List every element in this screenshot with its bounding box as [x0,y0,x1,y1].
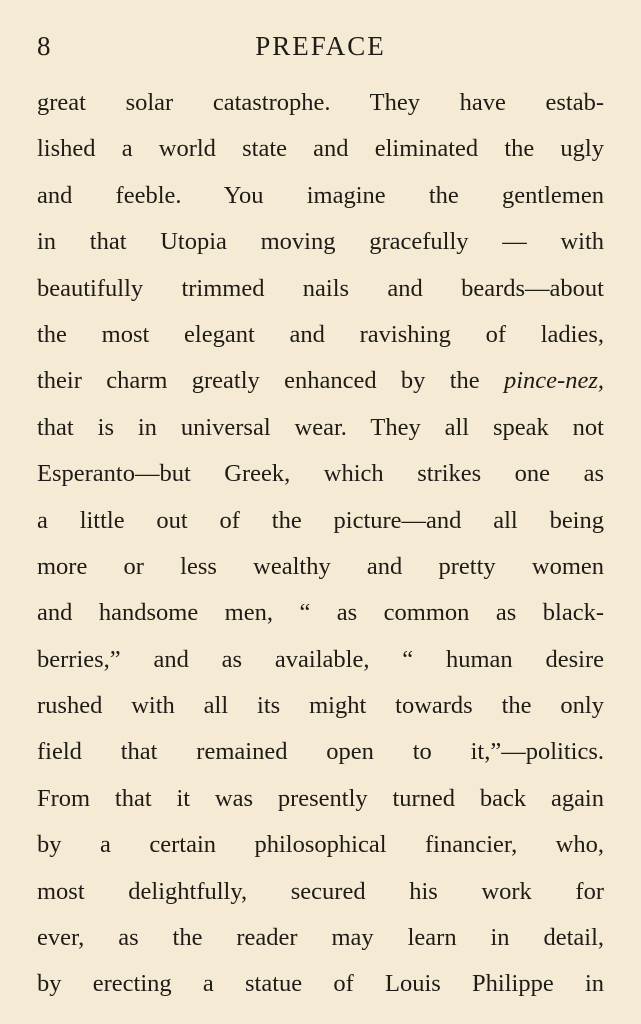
running-title: PREFACE [255,31,386,61]
text-line: more or less wealthy and pretty women [37,552,604,580]
text-segment: their charm greatly enhanced by the [37,367,504,395]
text-line: beautifully trimmed nails and beards—about [37,274,604,302]
text-line: and handsome men, “ as common as black- [37,599,604,627]
text-line: Esperanto—but Greek, which strikes one as [37,460,604,488]
text-line: and feeble. You imagine the gentlemen [37,181,604,209]
text-line: by erecting a statue of Louis Philippe in [37,970,604,998]
page-number: 8 [37,31,51,61]
body-text [37,80,604,1008]
text-line: From that it was presently turned back again [37,784,604,812]
text-line: that is in universal wear. They all speak not [37,413,604,441]
text-line: by a certain philosophical financier, who, [37,831,604,859]
text-line-with-italic [37,358,604,404]
text-line: rushed with all its might towards the only [37,692,604,720]
text-line: ever, as the reader may learn in detail, [37,924,604,952]
text-line: berries,” and as available, “ human desire [37,645,604,673]
text-line: field that remained open to it,”—politics. [37,738,604,766]
running-head [37,28,604,64]
text-line: a little out of the picture—and all being [37,506,604,534]
text-line: great solar catastrophe. They have estab- [37,89,604,116]
italic-term: pince-nez, [504,367,604,395]
text-line: the most elegant and ravishing of ladies, [37,320,604,348]
text-line: lished a world state and eliminated the ugly [37,135,604,163]
text-line: in that Utopia moving gracefully — with [37,228,604,256]
text-line: most delightfully, secured his work for [37,877,604,905]
